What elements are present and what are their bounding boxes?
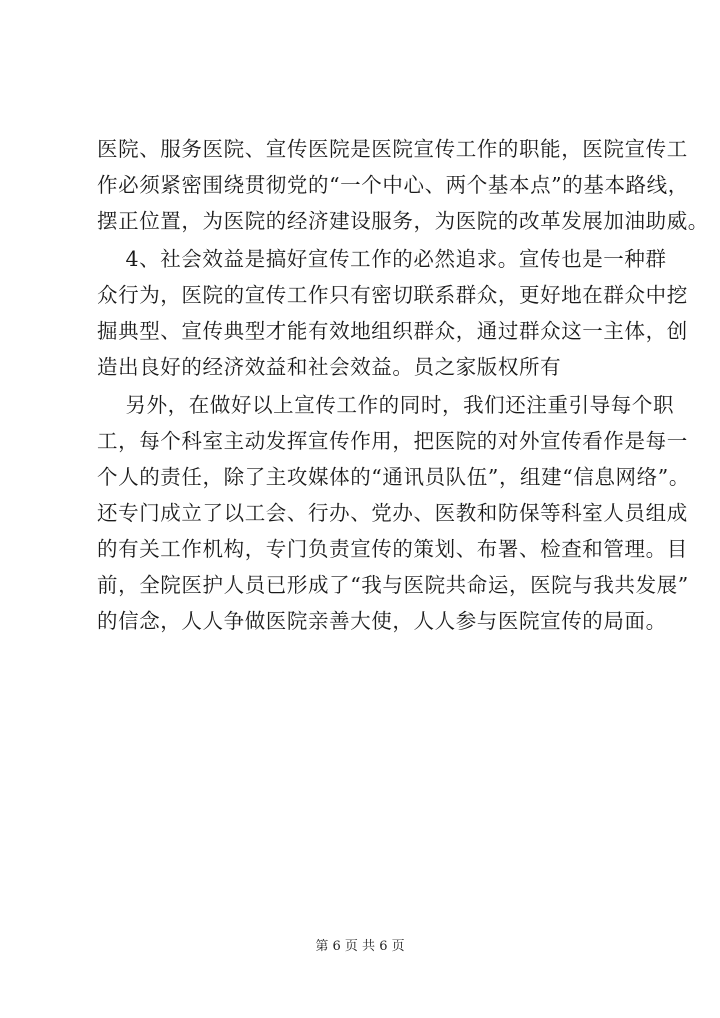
body-line: 前，全院医护人员已形成了“我与医院共命运，医院与我共发展” bbox=[97, 573, 689, 597]
body-line: 摆正位置，为医院的经济建设服务，为医院的改革发展加油助威。 bbox=[97, 209, 709, 233]
body-line: 另外，在做好以上宣传工作的同时，我们还注重引导每个职 bbox=[97, 393, 675, 417]
page-number-footer: 第 6 页 共 6 页 bbox=[315, 939, 405, 954]
body-line: 工，每个科室主动发挥宣传作用，把医院的对外宣传看作是每一 bbox=[97, 429, 688, 453]
body-line: 个人的责任，除了主攻媒体的“通讯员队伍”，组建“信息网络”。 bbox=[97, 465, 690, 489]
body-line: 还专门成立了以工会、行办、党办、医教和防保等科室人员组成 bbox=[97, 501, 688, 525]
body-line: 医院、服务医院、宣传医院是医院宣传工作的职能，医院宣传工 bbox=[97, 137, 688, 161]
body-line: 的信念，人人争做医院亲善大使，人人参与医院宣传的局面。 bbox=[97, 609, 667, 633]
body-line: 4、社会效益是搞好宣传工作的必然追求。宣传也是一种群 bbox=[97, 247, 667, 271]
body-line: 掘典型、宣传典型才能有效地组织群众，通过群众这一主体，创 bbox=[97, 319, 688, 343]
body-line: 众行为，医院的宣传工作只有密切联系群众，更好地在群众中挖 bbox=[97, 283, 688, 307]
body-line: 的有关工作机构，专门负责宣传的策划、布署、检查和管理。目 bbox=[97, 537, 688, 561]
body-line: 作必须紧密围绕贯彻党的“一个中心、两个基本点”的基本路线， bbox=[97, 173, 689, 197]
body-line: 造出良好的经济效益和社会效益。员之家版权所有 bbox=[97, 355, 562, 379]
